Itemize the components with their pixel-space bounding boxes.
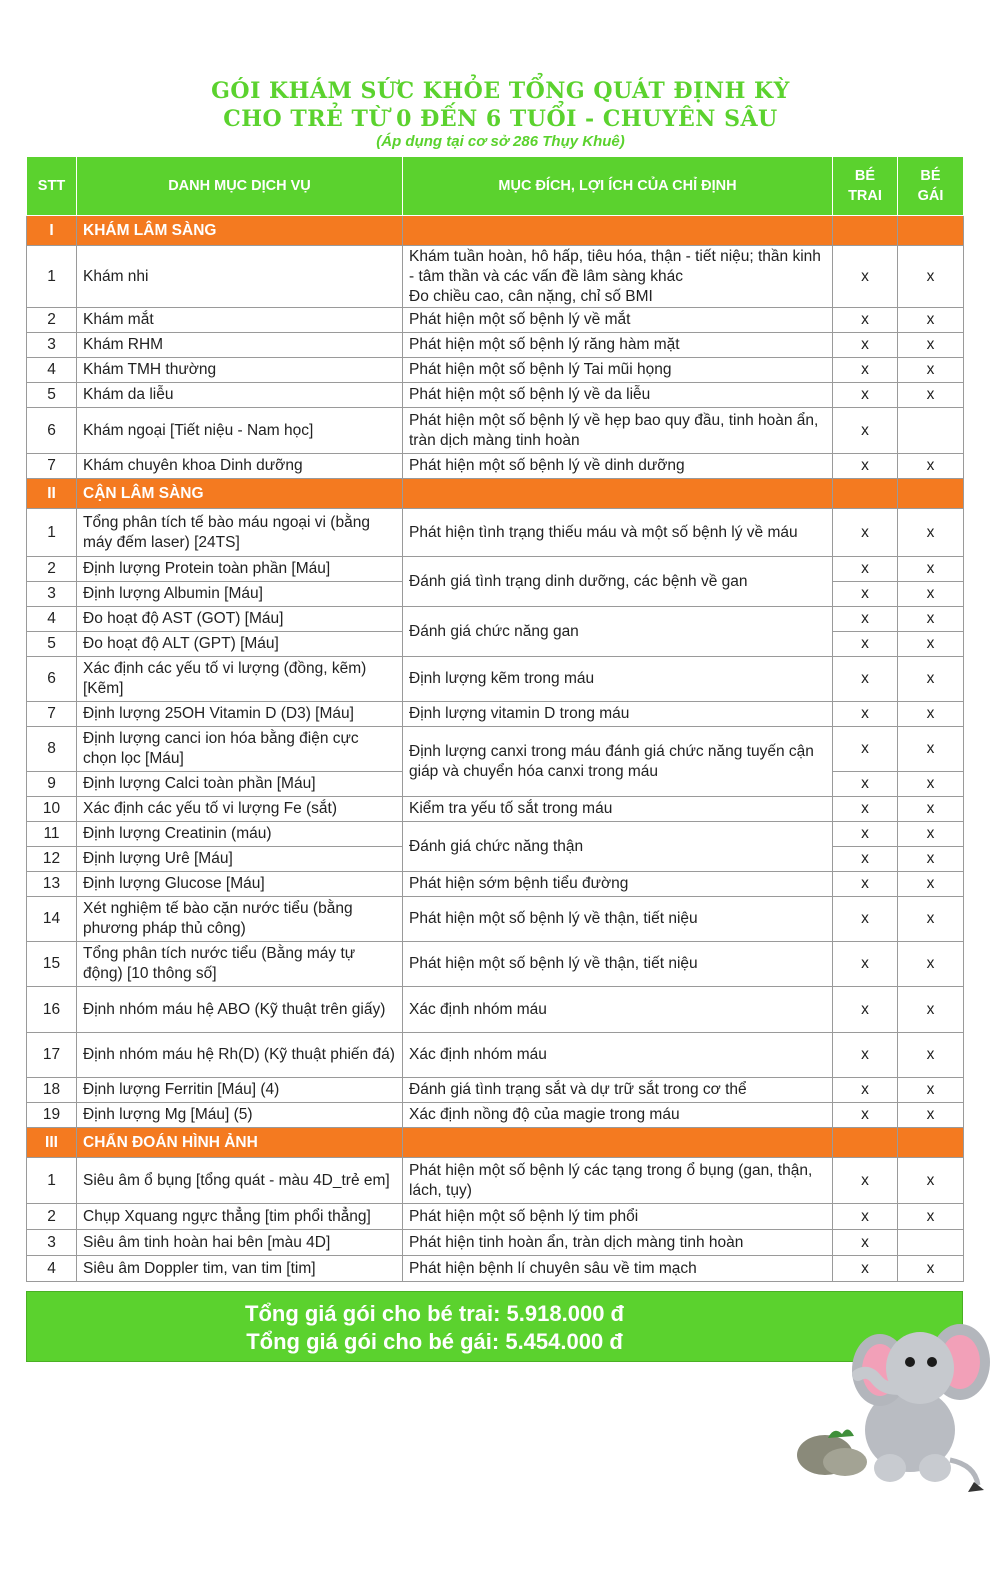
row-service: Định lượng 25OH Vitamin D (D3) [Máu]	[77, 702, 403, 727]
row-girl-mark: x	[898, 607, 964, 632]
row-purpose: Khám tuần hoàn, hô hấp, tiêu hóa, thận - tiết niệu; thần kinh - tâm thần và các vấn đề lâm sàng khác Đo chiều cao, cân nặng, chỉ số BMI	[403, 246, 833, 308]
row-service: Khám nhi	[77, 246, 403, 308]
section-number: II	[27, 479, 77, 509]
row-purpose: Định lượng kẽm trong máu	[403, 657, 833, 702]
row-boy-mark: x	[833, 582, 898, 607]
row-boy-mark: x	[833, 772, 898, 797]
section-number: III	[27, 1128, 77, 1158]
row-stt: 11	[27, 822, 77, 847]
row-boy-mark: x	[833, 408, 898, 454]
row-stt: 1	[27, 246, 77, 308]
row-girl-mark: x	[898, 847, 964, 872]
row-boy-mark: x	[833, 358, 898, 383]
row-purpose: Phát hiện một số bệnh lý về hẹp bao quy đầu, tinh hoàn ẩn, tràn dịch màng tinh hoàn	[403, 408, 833, 454]
row-service: Khám ngoại [Tiết niệu - Nam học]	[77, 408, 403, 454]
row-boy-mark: x	[833, 607, 898, 632]
row-stt: 8	[27, 727, 77, 772]
row-girl-mark: x	[898, 1158, 964, 1204]
service-table	[26, 156, 964, 1282]
table-row	[27, 727, 964, 772]
section-number: I	[27, 216, 77, 246]
row-girl-mark: x	[898, 308, 964, 333]
row-service: Siêu âm ổ bụng [tổng quát - màu 4D_trẻ em]	[77, 1158, 403, 1204]
row-stt: 14	[27, 897, 77, 942]
row-service: Siêu âm Doppler tim, van tim [tim]	[77, 1256, 403, 1282]
row-stt: 10	[27, 797, 77, 822]
row-girl-mark: x	[898, 1103, 964, 1128]
table-row	[27, 897, 964, 942]
row-girl-mark: x	[898, 727, 964, 772]
table-row	[27, 942, 964, 987]
row-stt: 1	[27, 509, 77, 557]
row-girl-mark: x	[898, 557, 964, 582]
header-boy-line2: TRAI	[848, 188, 882, 204]
header-girl	[898, 157, 964, 216]
header-boy-line1: BÉ	[854, 168, 876, 184]
row-stt: 12	[27, 847, 77, 872]
table-row	[27, 987, 964, 1033]
row-service: Đo hoạt độ AST (GOT) [Máu]	[77, 607, 403, 632]
row-boy-mark: x	[833, 897, 898, 942]
total-girl: Tổng giá gói cho bé gái: 5.454.000 đ	[246, 1329, 623, 1354]
section-spacer	[403, 216, 833, 246]
row-stt: 4	[27, 607, 77, 632]
row-girl-mark: x	[898, 872, 964, 897]
row-service: Định lượng Mg [Máu] (5)	[77, 1103, 403, 1128]
row-purpose: Phát hiện tình trạng thiếu máu và một số bệnh lý về máu	[403, 509, 833, 557]
row-girl-mark: x	[898, 772, 964, 797]
row-purpose: Định lượng canxi trong máu đánh giá chức năng tuyến cận giáp và chuyển hóa canxi trong máu	[403, 727, 833, 797]
row-purpose: Đánh giá chức năng thận	[403, 822, 833, 872]
section-row	[27, 216, 964, 246]
row-stt: 7	[27, 454, 77, 479]
row-girl-mark	[898, 408, 964, 454]
row-stt: 19	[27, 1103, 77, 1128]
row-girl-mark: x	[898, 383, 964, 408]
row-girl-mark: x	[898, 1256, 964, 1282]
row-stt: 13	[27, 872, 77, 897]
row-service: Xác định các yếu tố vi lượng (đồng, kẽm) [Kẽm]	[77, 657, 403, 702]
row-stt: 5	[27, 383, 77, 408]
row-purpose: Kiểm tra yếu tố sắt trong máu	[403, 797, 833, 822]
table-row	[27, 822, 964, 847]
row-girl-mark	[898, 1230, 964, 1256]
row-service: Khám chuyên khoa Dinh dưỡng	[77, 454, 403, 479]
row-girl-mark: x	[898, 509, 964, 557]
row-girl-mark: x	[898, 797, 964, 822]
row-boy-mark: x	[833, 246, 898, 308]
row-purpose: Phát hiện tinh hoàn ẩn, tràn dịch màng tinh hoàn	[403, 1230, 833, 1256]
table-row	[27, 557, 964, 582]
section-spacer	[403, 479, 833, 509]
table-body	[27, 216, 964, 1282]
row-boy-mark: x	[833, 454, 898, 479]
table-row	[27, 1078, 964, 1103]
row-girl-mark: x	[898, 657, 964, 702]
row-purpose: Xác định nhóm máu	[403, 987, 833, 1033]
row-service: Chụp Xquang ngực thẳng [tim phổi thẳng]	[77, 1204, 403, 1230]
row-boy-mark: x	[833, 308, 898, 333]
header-boy	[833, 157, 898, 216]
row-girl-mark: x	[898, 632, 964, 657]
table-row	[27, 1256, 964, 1282]
row-boy-mark: x	[833, 657, 898, 702]
title-line-1: GÓI KHÁM SỨC KHỎE TỔNG QUÁT ĐỊNH KỲ	[211, 78, 790, 104]
table-row	[27, 454, 964, 479]
row-purpose: Phát hiện bệnh lí chuyên sâu về tim mạch	[403, 1256, 833, 1282]
row-service: Tổng phân tích tế bào máu ngoại vi (bằng máy đếm laser) [24TS]	[77, 509, 403, 557]
row-service: Định lượng Calci toàn phần [Máu]	[77, 772, 403, 797]
section-spacer	[833, 1128, 898, 1158]
row-service: Định lượng Albumin [Máu]	[77, 582, 403, 607]
row-girl-mark: x	[898, 702, 964, 727]
row-service: Khám RHM	[77, 333, 403, 358]
row-boy-mark: x	[833, 557, 898, 582]
row-boy-mark: x	[833, 1204, 898, 1230]
section-spacer	[898, 479, 964, 509]
row-girl-mark: x	[898, 358, 964, 383]
row-stt: 6	[27, 657, 77, 702]
table-row	[27, 383, 964, 408]
row-girl-mark: x	[898, 582, 964, 607]
row-service: Đo hoạt độ ALT (GPT) [Máu]	[77, 632, 403, 657]
total-boy: Tổng giá gói cho bé trai: 5.918.000 đ	[245, 1301, 624, 1326]
row-stt: 2	[27, 308, 77, 333]
row-service: Định nhóm máu hệ Rh(D) (Kỹ thuật phiến đá)	[77, 1033, 403, 1078]
row-boy-mark: x	[833, 632, 898, 657]
row-stt: 1	[27, 1158, 77, 1204]
row-purpose: Đánh giá chức năng gan	[403, 607, 833, 657]
row-girl-mark: x	[898, 333, 964, 358]
table-row	[27, 308, 964, 333]
row-service: Khám TMH thường	[77, 358, 403, 383]
row-service: Tổng phân tích nước tiểu (Bằng máy tự động) [10 thông số]	[77, 942, 403, 987]
row-purpose: Đánh giá tình trạng dinh dưỡng, các bệnh về gan	[403, 557, 833, 607]
row-service: Định nhóm máu hệ ABO (Kỹ thuật trên giấy)	[77, 987, 403, 1033]
row-purpose: Định lượng vitamin D trong máu	[403, 702, 833, 727]
row-stt: 2	[27, 1204, 77, 1230]
row-service: Định lượng canci ion hóa bằng điện cực chọn lọc [Máu]	[77, 727, 403, 772]
row-boy-mark: x	[833, 872, 898, 897]
row-service: Định lượng Protein toàn phần [Máu]	[77, 557, 403, 582]
row-stt: 17	[27, 1033, 77, 1078]
row-service: Định lượng Creatinin (máu)	[77, 822, 403, 847]
table-row	[27, 1230, 964, 1256]
row-purpose: Phát hiện một số bệnh lý về da liễu	[403, 383, 833, 408]
row-boy-mark: x	[833, 797, 898, 822]
row-stt: 5	[27, 632, 77, 657]
row-boy-mark: x	[833, 1033, 898, 1078]
row-stt: 3	[27, 333, 77, 358]
row-stt: 16	[27, 987, 77, 1033]
row-girl-mark: x	[898, 246, 964, 308]
row-boy-mark: x	[833, 847, 898, 872]
row-boy-mark: x	[833, 702, 898, 727]
elephant-mascot-icon	[770, 1290, 1000, 1500]
header-girl-line1: BÉ	[920, 168, 941, 184]
row-purpose: Xác định nồng độ của magie trong máu	[403, 1103, 833, 1128]
row-purpose: Phát hiện một số bệnh lý về thận, tiết niệu	[403, 897, 833, 942]
row-boy-mark: x	[833, 1256, 898, 1282]
row-stt: 15	[27, 942, 77, 987]
section-row	[27, 1128, 964, 1158]
row-boy-mark: x	[833, 333, 898, 358]
table-row	[27, 333, 964, 358]
section-spacer	[898, 1128, 964, 1158]
row-purpose: Xác định nhóm máu	[403, 1033, 833, 1078]
table-row	[27, 1033, 964, 1078]
row-purpose: Phát hiện một số bệnh lý Tai mũi họng	[403, 358, 833, 383]
header-purpose: MỤC ĐÍCH, LỢI ÍCH CỦA CHỈ ĐỊNH	[403, 157, 833, 216]
header-row	[27, 157, 964, 216]
row-service: Xác định các yếu tố vi lượng Fe (sắt)	[77, 797, 403, 822]
table-row	[27, 246, 964, 308]
subtitle: (Áp dụng tại cơ sở 286 Thụy Khuê)	[376, 133, 625, 150]
row-purpose: Phát hiện một số bệnh lý về mắt	[403, 308, 833, 333]
row-purpose: Phát hiện sớm bệnh tiểu đường	[403, 872, 833, 897]
header-stt: STT	[27, 157, 77, 216]
row-service: Định lượng Ferritin [Máu] (4)	[77, 1078, 403, 1103]
section-spacer	[403, 1128, 833, 1158]
row-boy-mark: x	[833, 383, 898, 408]
row-stt: 7	[27, 702, 77, 727]
table-row	[27, 1158, 964, 1204]
row-service: Định lượng Glucose [Máu]	[77, 872, 403, 897]
row-stt: 4	[27, 1256, 77, 1282]
section-spacer	[833, 216, 898, 246]
header-girl-line2: GÁI	[917, 188, 944, 204]
section-name: KHÁM LÂM SÀNG	[77, 216, 403, 246]
row-purpose: Đánh giá tình trạng sắt và dự trữ sắt trong cơ thể	[403, 1078, 833, 1103]
section-spacer	[898, 216, 964, 246]
row-girl-mark: x	[898, 822, 964, 847]
section-name: CHẨN ĐOÁN HÌNH ẢNH	[77, 1128, 403, 1158]
table-row	[27, 1103, 964, 1128]
row-stt: 4	[27, 358, 77, 383]
table-row	[27, 702, 964, 727]
row-purpose: Phát hiện một số bệnh lý răng hàm mặt	[403, 333, 833, 358]
table-row	[27, 607, 964, 632]
table-row	[27, 1204, 964, 1230]
section-row	[27, 479, 964, 509]
row-purpose: Phát hiện một số bệnh lý các tạng trong ổ bụng (gan, thận, lách, tụy)	[403, 1158, 833, 1204]
table-row	[27, 872, 964, 897]
row-purpose: Phát hiện một số bệnh lý về dinh dưỡng	[403, 454, 833, 479]
row-purpose: Phát hiện một số bệnh lý tim phổi	[403, 1204, 833, 1230]
row-boy-mark: x	[833, 1103, 898, 1128]
table-row	[27, 797, 964, 822]
row-boy-mark: x	[833, 822, 898, 847]
row-service: Siêu âm tinh hoàn hai bên [màu 4D]	[77, 1230, 403, 1256]
row-girl-mark: x	[898, 987, 964, 1033]
row-girl-mark: x	[898, 1033, 964, 1078]
row-stt: 18	[27, 1078, 77, 1103]
row-boy-mark: x	[833, 942, 898, 987]
title-line-2: CHO TRẺ TỪ 0 ĐẾN 6 TUỔI - CHUYÊN SÂU	[223, 106, 778, 132]
table-row	[27, 509, 964, 557]
row-boy-mark: x	[833, 1078, 898, 1103]
row-service: Khám da liễu	[77, 383, 403, 408]
row-boy-mark: x	[833, 1230, 898, 1256]
row-stt: 3	[27, 1230, 77, 1256]
header-service: DANH MỤC DỊCH VỤ	[77, 157, 403, 216]
table-row	[27, 408, 964, 454]
section-spacer	[833, 479, 898, 509]
row-stt: 3	[27, 582, 77, 607]
row-girl-mark: x	[898, 454, 964, 479]
row-girl-mark: x	[898, 897, 964, 942]
row-boy-mark: x	[833, 509, 898, 557]
table-row	[27, 358, 964, 383]
row-boy-mark: x	[833, 727, 898, 772]
row-stt: 2	[27, 557, 77, 582]
row-girl-mark: x	[898, 942, 964, 987]
row-girl-mark: x	[898, 1204, 964, 1230]
row-service: Khám mắt	[77, 308, 403, 333]
row-boy-mark: x	[833, 987, 898, 1033]
row-purpose: Phát hiện một số bệnh lý về thận, tiết niệu	[403, 942, 833, 987]
row-boy-mark: x	[833, 1158, 898, 1204]
row-service: Định lượng Urê [Máu]	[77, 847, 403, 872]
table-row	[27, 657, 964, 702]
section-name: CẬN LÂM SÀNG	[77, 479, 403, 509]
row-service: Xét nghiệm tế bào cặn nước tiểu (bằng phương pháp thủ công)	[77, 897, 403, 942]
row-girl-mark: x	[898, 1078, 964, 1103]
row-stt: 9	[27, 772, 77, 797]
row-stt: 6	[27, 408, 77, 454]
